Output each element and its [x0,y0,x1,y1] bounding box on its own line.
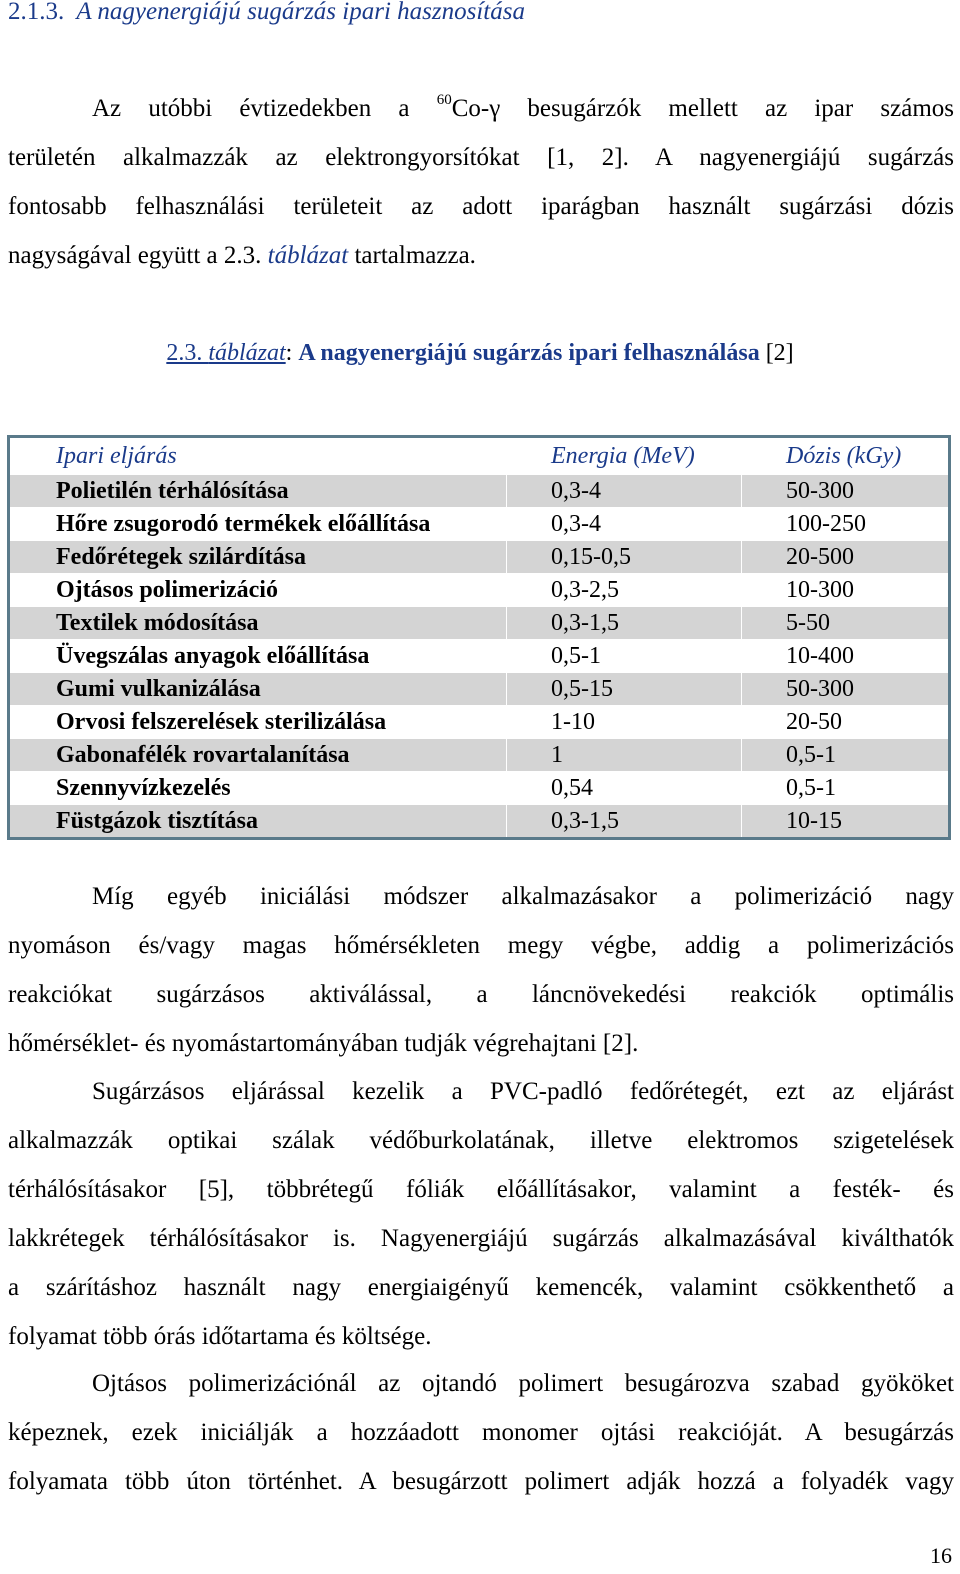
isotope-superscript: 60 [436,91,452,108]
p2-line: a szárításhoz használt nagy energiaigényű kemencék, valamint csökkenthető a [8,1274,954,1301]
cell-dose: 0,5-1 [742,772,950,805]
table-row [9,508,950,541]
table-row [9,574,950,607]
cell-dose: 10-15 [742,805,950,839]
cell-process: Szennyvízkezelés [9,772,507,805]
table-row [9,805,950,839]
table-row [9,541,950,574]
cell-process: Hőre zsugorodó termékek előállítása [9,508,507,541]
header-energy: Energia (MeV) [507,437,742,475]
cell-energy: 0,5-15 [507,673,742,706]
intro-line-2: területén alkalmazzák az elektrongyorsítókat [1, 2]. A nagyenergiájú sugárzás [8,144,954,171]
table-row [9,607,950,640]
industrial-uses-table [7,435,951,840]
cell-energy: 0,5-1 [507,640,742,673]
header-process: Ipari eljárás [9,437,507,475]
table-reference: táblázat [267,242,349,269]
cell-dose: 10-300 [742,574,950,607]
cell-energy: 0,15-0,5 [507,541,742,574]
cell-process: Gabonafélék rovartalanítása [9,739,507,772]
cell-dose: 100-250 [742,508,950,541]
cell-dose: 20-500 [742,541,950,574]
intro-line-1-post: Co-γ besugárzók mellett az ipar számos [451,95,954,122]
cell-energy: 0,3-4 [507,508,742,541]
p2-line: folyamat több órás időtartama és költsége. [8,1323,432,1350]
intro-line-1 [8,84,954,133]
p2-line: térhálósításakor [5], többrétegű fóliák előállításakor, valamint a festék- és [8,1176,954,1203]
caption-ref-word: táblázat [208,340,286,366]
cell-dose: 50-300 [742,475,950,508]
cell-energy: 0,3-1,5 [507,805,742,839]
section-number: 2.1.3. [8,0,65,25]
caption-ref-number: 2.3. [166,340,209,366]
p2-line: alkalmazzák optikai szálak védőburkolatának, illetve elektromos szigetelések [8,1127,954,1154]
caption-colon: : [285,340,299,366]
table-row [9,673,950,706]
intro-line-1-pre: Az utóbbi évtizedekben a [92,95,437,122]
cell-dose: 0,5-1 [742,739,950,772]
cell-energy: 0,3-2,5 [507,574,742,607]
caption-citation: [2] [759,340,794,366]
cell-dose: 5-50 [742,607,950,640]
p1-line: reakciókat sugárzásos aktiválással, a láncnövekedési reakciók optimális [8,981,954,1008]
cell-energy: 1-10 [507,706,742,739]
p3-line: Ojtásos polimerizációnál az ojtandó polimert besugározva szabad gyököket [92,1370,954,1397]
p1-line: hőmérséklet- és nyomástartományában tudják végrehajtani [2]. [8,1030,639,1057]
cell-process: Ojtásos polimerizáció [9,574,507,607]
paragraph-3 [8,1359,954,1506]
cell-process: Fedőrétegek szilárdítása [9,541,507,574]
p2-line: lakkrétegek térhálósításakor is. Nagyenergiájú sugárzás alkalmazásával kiválthatók [8,1225,954,1252]
header-dose: Dózis (kGy) [742,437,950,475]
page-number: 16 [930,1543,952,1568]
cell-process: Gumi vulkanizálása [9,673,507,706]
p3-line: képeznek, ezek iniciálják a hozzáadott monomer ojtási reakcióját. A besugárzás [8,1419,954,1446]
table-row [9,739,950,772]
cell-process: Polietilén térhálósítása [9,475,507,508]
paragraph-2 [8,1067,954,1361]
caption-reference [166,340,285,366]
table-row [9,706,950,739]
section-title: A nagyenergiájú sugárzás ipari hasznosítása [76,0,525,25]
caption-title: A nagyenergiájú sugárzás ipari felhasználása [298,340,760,366]
p2-line: Sugárzásos eljárással kezelik a PVC-padló fedőrétegét, ezt az eljárást [92,1078,954,1105]
cell-energy: 1 [507,739,742,772]
cell-process: Füstgázok tisztítása [9,805,507,839]
cell-dose: 10-400 [742,640,950,673]
intro-line-4-pre: nagyságával együtt a 2.3. [8,242,268,269]
paragraph-1 [8,872,954,1068]
cell-process: Textilek módosítása [9,607,507,640]
cell-process: Üvegszálas anyagok előállítása [9,640,507,673]
p3-line: folyamata több úton történhet. A besugárzott polimert adják hozzá a folyadék vagy [8,1468,954,1495]
intro-line-3: fontosabb felhasználási területeit az adott iparágban használt sugárzási dózis [8,193,954,220]
section-heading [8,0,525,28]
intro-paragraph [8,84,954,280]
cell-dose: 20-50 [742,706,950,739]
p1-line: Míg egyéb iniciálási módszer alkalmazásakor a polimerizáció nagy [92,883,954,910]
table-row [9,475,950,508]
table-header-row [9,437,950,475]
cell-energy: 0,54 [507,772,742,805]
intro-line-4-post: tartalmazza. [348,242,476,269]
table-caption [0,337,960,369]
p1-line: nyomáson és/vagy magas hőmérsékleten megy végbe, addig a polimerizációs [8,932,954,959]
intro-line-4 [8,231,954,280]
cell-dose: 50-300 [742,673,950,706]
cell-energy: 0,3-4 [507,475,742,508]
cell-process: Orvosi felszerelések sterilizálása [9,706,507,739]
cell-energy: 0,3-1,5 [507,607,742,640]
table-row [9,640,950,673]
table-row [9,772,950,805]
